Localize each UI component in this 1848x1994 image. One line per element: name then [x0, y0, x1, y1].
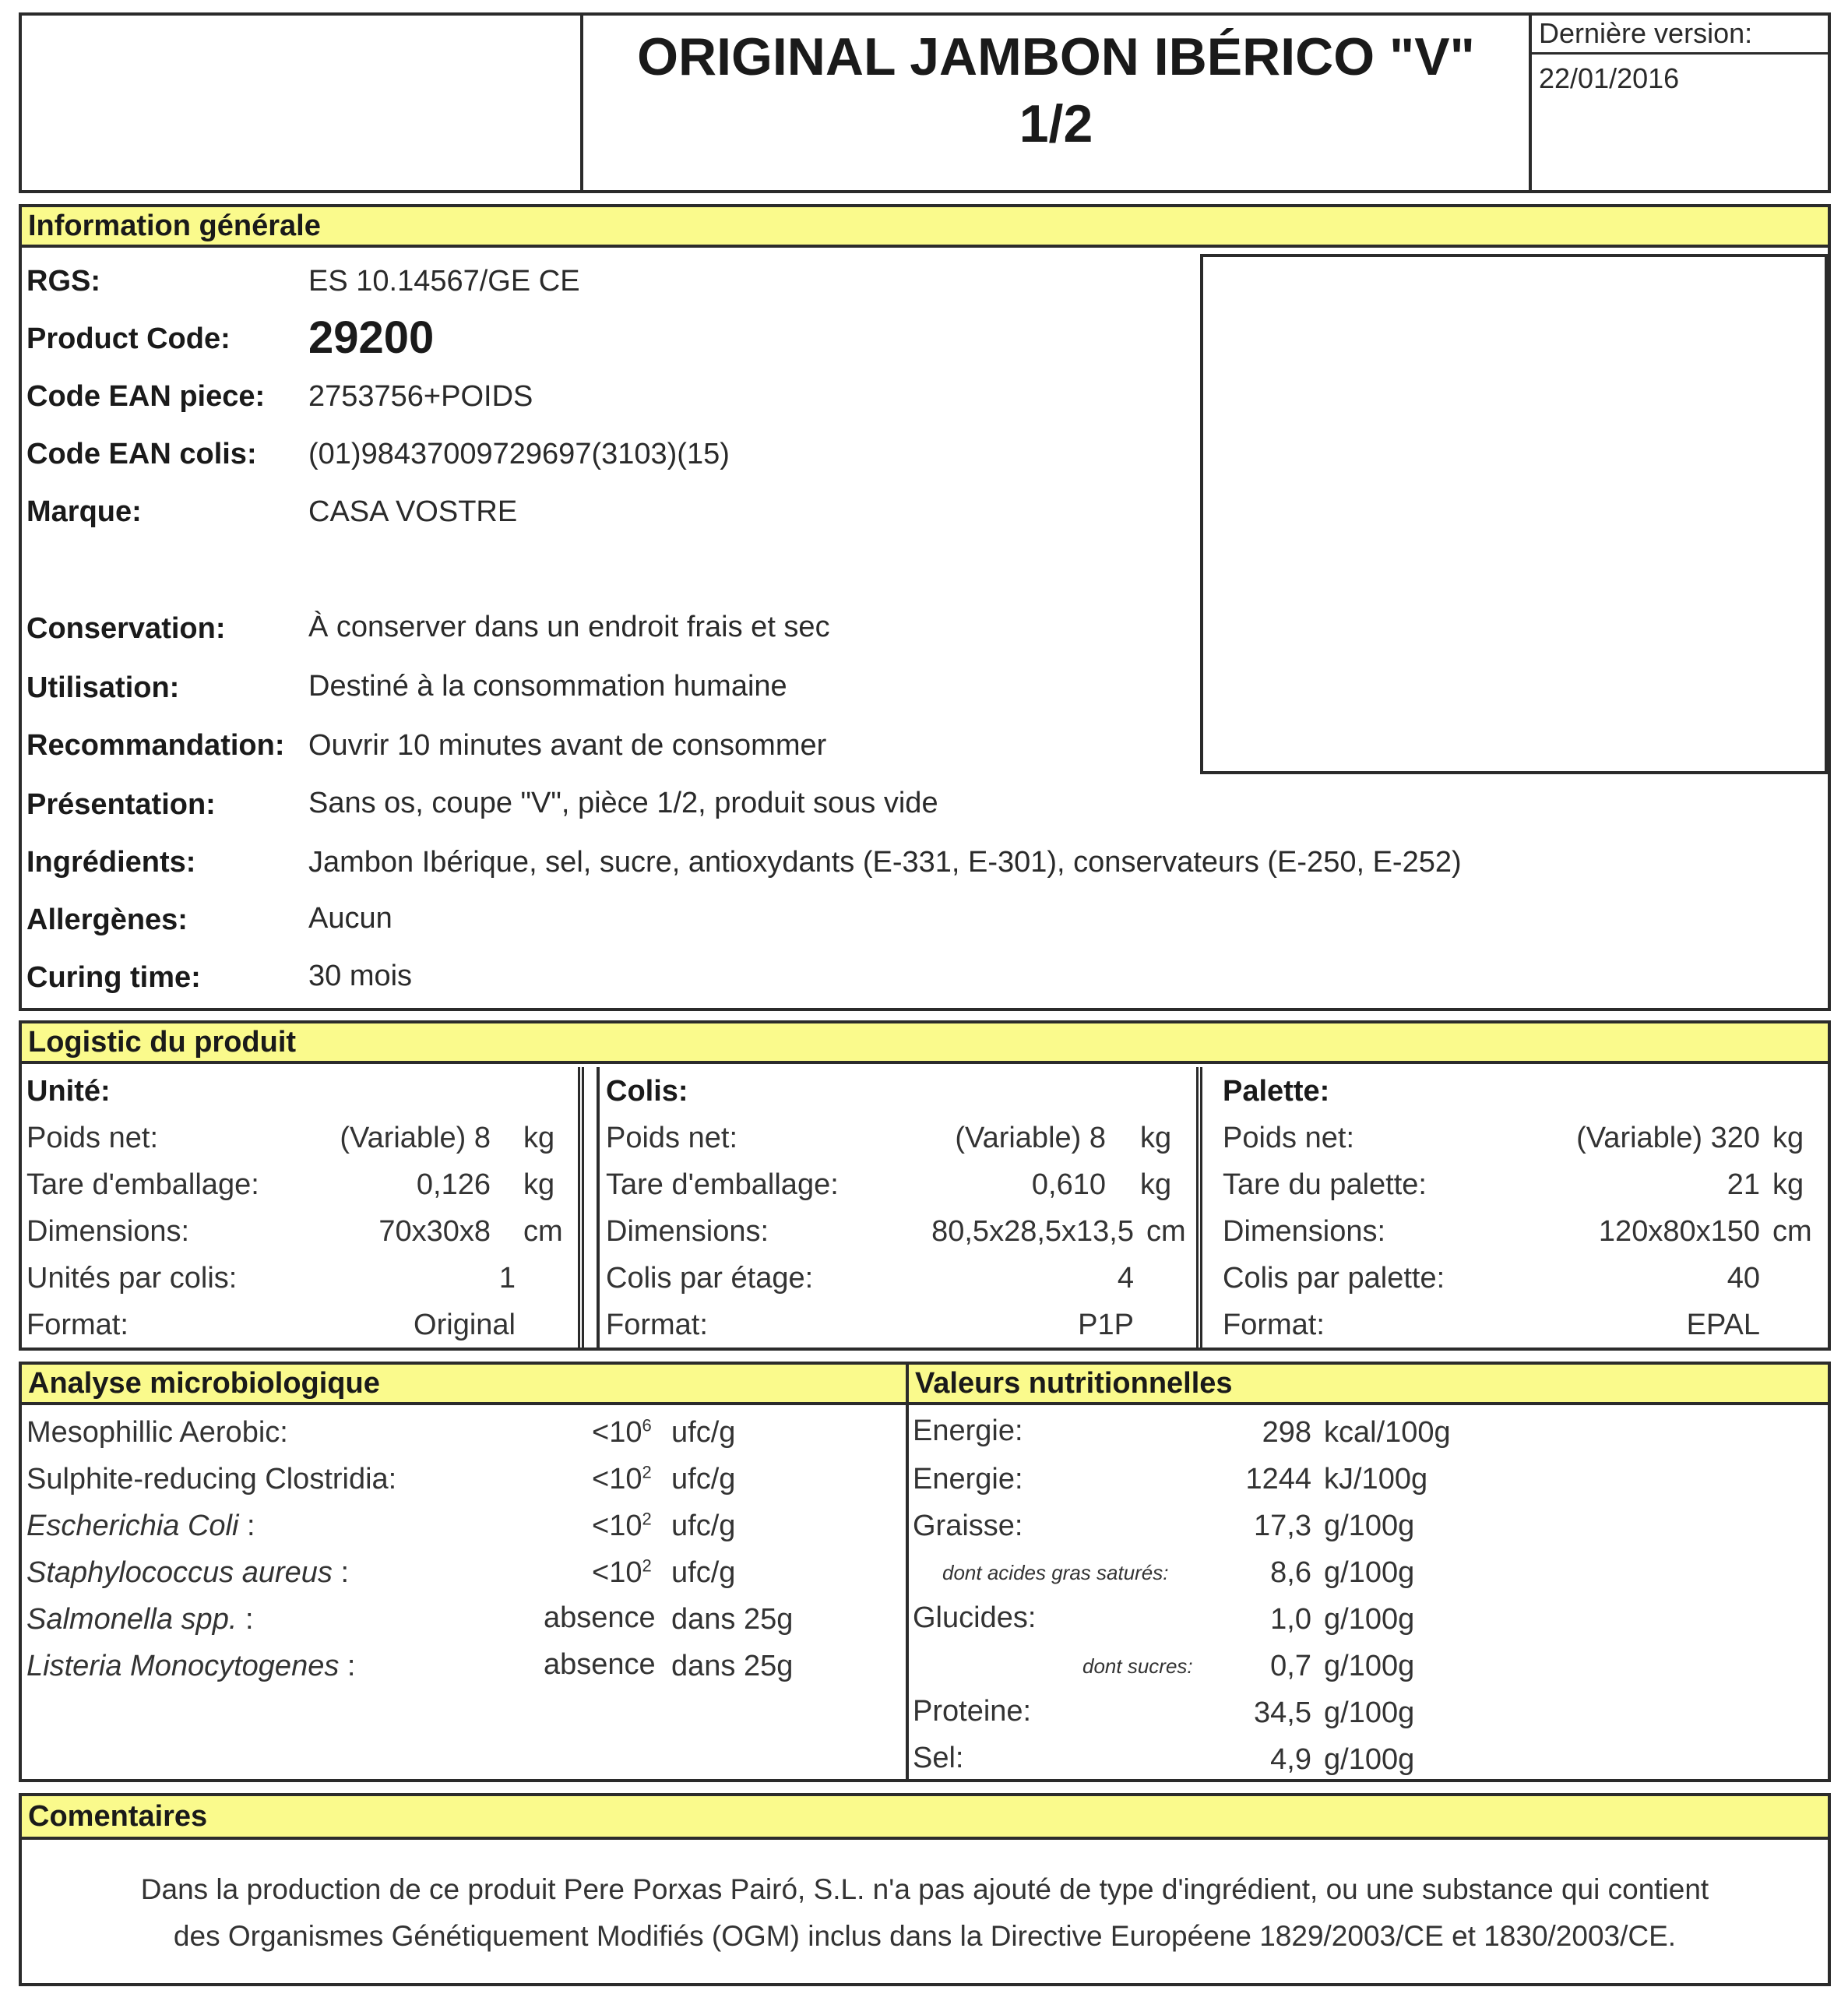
micro-row-prefix [592, 1416, 652, 1450]
nutrition-row-unit: g/100g [1324, 1650, 1415, 1682]
curing-time-label: Curing time: [26, 961, 201, 994]
nutrition-row-label: Proteine: [913, 1695, 1032, 1728]
presentation-label: Présentation: [26, 788, 216, 821]
ean-piece-label: Code EAN piece: [26, 380, 266, 413]
micro-exponent: 2 [642, 1462, 652, 1482]
unite-row-label: Format: [26, 1309, 128, 1341]
unite-row-label: Unités par colis: [26, 1262, 238, 1295]
nutrition-row-unit: g/100g [1324, 1696, 1415, 1729]
micro-label-text: Listeria Monocytogenes [26, 1650, 340, 1682]
micro-row-label [26, 1556, 349, 1590]
micro-row-prefix: absence [544, 1648, 656, 1681]
palette-row-label: Tare du palette: [1223, 1168, 1427, 1201]
palette-row-label: Colis par palette: [1223, 1262, 1445, 1295]
comments-text [23, 1866, 1826, 1960]
logo-area [22, 16, 583, 190]
nutrition-row-value: 0,7 [1270, 1650, 1311, 1682]
unite-title: Unité: [26, 1075, 111, 1108]
colis-row-label: Format: [606, 1309, 708, 1341]
micro-row-label [26, 1650, 355, 1683]
comments-line-1: Dans la production de ce produit Pere Porxas Pairó, S.L. n'a pas ajouté de type d'ingrédient, ou une substance qui contient [140, 1873, 1709, 1905]
nutrition-sublabel: dont sucres: [1082, 1654, 1193, 1678]
colis-title: Colis: [606, 1075, 688, 1108]
document-title [584, 23, 1528, 157]
micro-section-title: Analyse microbiologique [19, 1362, 909, 1405]
nutrition-row-unit: kJ/100g [1324, 1463, 1428, 1496]
utilisation-value: Destiné à la consommation humaine [308, 670, 787, 703]
unite-row-value: 0,126 [416, 1168, 491, 1201]
micro-value: <10 [592, 1416, 642, 1449]
nutrition-row-unit: g/100g [1324, 1556, 1415, 1589]
ean-colis-value: (01)98437009729697(3103)(15) [308, 438, 730, 470]
micro-row-prefix: absence [544, 1601, 656, 1634]
micro-row-unit: dans 25g [671, 1603, 794, 1636]
product-code-label: Product Code: [26, 322, 231, 355]
unite-row-label: Dimensions: [26, 1215, 190, 1248]
nutrition-row-unit: g/100g [1324, 1510, 1415, 1542]
ingredients-label: Ingrédients: [26, 846, 196, 879]
micro-label-suffix: : [339, 1650, 356, 1682]
micro-row-unit: ufc/g [671, 1463, 736, 1496]
colis-row-value: 0,610 [1031, 1168, 1106, 1201]
palette-row-value: 40 [1727, 1262, 1760, 1295]
colis-row-value: (Variable) 8 [955, 1122, 1106, 1154]
colis-row-unit: kg [1140, 1168, 1172, 1201]
header-divider-left [580, 12, 583, 193]
palette-title: Palette: [1223, 1075, 1330, 1108]
nutrition-row-value: 34,5 [1254, 1696, 1311, 1729]
unite-row-value: (Variable) 8 [340, 1122, 491, 1154]
micro-row-label: Sulphite-reducing Clostridia: [26, 1463, 397, 1496]
nutrition-row-label: Energie: [913, 1463, 1023, 1496]
marque-value: CASA VOSTRE [308, 495, 518, 528]
micro-row-prefix [592, 1510, 652, 1543]
palette-row-value: 120x80x150 [1598, 1215, 1760, 1248]
unite-row-value: 1 [498, 1262, 516, 1295]
palette-row-unit: cm [1772, 1215, 1812, 1248]
comments-section-title: Comentaires [19, 1793, 1831, 1840]
micro-value: <10 [592, 1463, 642, 1496]
micro-row-unit: ufc/g [671, 1416, 736, 1449]
recommandation-value: Ouvrir 10 minutes avant de consommer [308, 729, 827, 762]
marque-label: Marque: [26, 495, 142, 528]
micro-label-text: Escherichia Coli [26, 1510, 239, 1542]
nutrition-row-value: 17,3 [1254, 1510, 1311, 1542]
nutrition-row-value: 1,0 [1270, 1603, 1311, 1636]
micro-label-suffix: : [238, 1510, 255, 1542]
nutrition-row-label: Glucides: [913, 1601, 1037, 1634]
micro-label-suffix: : [332, 1556, 350, 1589]
curing-time-value: 30 mois [308, 960, 413, 992]
unite-row-unit: kg [523, 1168, 555, 1201]
micro-row-label [26, 1603, 254, 1636]
title-line-2: 1/2 [1019, 94, 1093, 153]
colis-row-label: Tare d'emballage: [606, 1168, 839, 1201]
micro-label-suffix: : [237, 1603, 254, 1636]
nutrition-row-unit: kcal/100g [1324, 1416, 1451, 1449]
title-line-1: ORIGINAL JAMBON IBÉRICO "V" [637, 27, 1475, 86]
micro-nutrition-divider [906, 1362, 909, 1782]
nutrition-section-title: Valeurs nutritionnelles [906, 1362, 1831, 1405]
version-label: Dernière version: [1539, 17, 1753, 49]
utilisation-label: Utilisation: [26, 671, 180, 704]
palette-row-unit: kg [1772, 1122, 1804, 1154]
colis-row-unit: kg [1140, 1122, 1172, 1154]
micro-value: <10 [592, 1510, 642, 1542]
ean-piece-value: 2753756+POIDS [308, 380, 533, 413]
palette-row-unit: kg [1772, 1168, 1804, 1201]
micro-row-prefix [592, 1463, 652, 1496]
colis-row-value: 80,5x28,5x13,5 [931, 1215, 1134, 1248]
nutrition-row-value: 298 [1262, 1416, 1311, 1449]
unite-row-value: 70x30x8 [378, 1215, 491, 1248]
presentation-value: Sans os, coupe "V", pièce 1/2, produit sous vide [308, 787, 938, 819]
palette-row-label: Poids net: [1223, 1122, 1354, 1154]
colis-row-unit: cm [1146, 1215, 1186, 1248]
allergenes-label: Allergènes: [26, 904, 188, 936]
micro-label-text: Staphylococcus aureus [26, 1556, 333, 1589]
palette-row-value: EPAL [1686, 1309, 1760, 1341]
logistic-section-title: Logistic du produit [19, 1020, 1831, 1064]
micro-row-label: Mesophillic Aerobic: [26, 1416, 288, 1449]
nutrition-row-unit: g/100g [1324, 1603, 1415, 1636]
colis-row-value: 4 [1117, 1262, 1134, 1295]
colis-row-label: Dimensions: [606, 1215, 769, 1248]
micro-row-unit: ufc/g [671, 1556, 736, 1589]
unite-row-label: Tare d'emballage: [26, 1168, 259, 1201]
micro-row-prefix [592, 1556, 652, 1590]
unite-row-unit: cm [523, 1215, 563, 1248]
micro-value: <10 [592, 1556, 642, 1589]
micro-exponent: 6 [642, 1415, 652, 1436]
ean-colis-label: Code EAN colis: [26, 438, 257, 470]
nutrition-row-value: 8,6 [1270, 1556, 1311, 1589]
comments-line-2: des Organismes Génétiquement Modifiés (OGM) inclus dans la Directive Européene 1829/2003/CE et 1830/2003/CE. [173, 1920, 1677, 1952]
nutrition-row-unit: g/100g [1324, 1743, 1415, 1776]
general-section-title: Information générale [19, 204, 1831, 248]
recommandation-label: Recommandation: [26, 729, 285, 762]
product-code-value: 29200 [308, 312, 435, 363]
nutrition-row-label: Graisse: [913, 1510, 1023, 1542]
palette-row-value: (Variable) 320 [1576, 1122, 1760, 1154]
unite-row-unit: kg [523, 1122, 555, 1154]
nutrition-row-value: 1244 [1245, 1463, 1311, 1496]
micro-row-unit: ufc/g [671, 1510, 736, 1542]
rgs-label: RGS: [26, 265, 100, 298]
version-date: 22/01/2016 [1539, 62, 1680, 94]
product-image-placeholder [1200, 254, 1828, 774]
micro-exponent: 2 [642, 1555, 652, 1576]
micro-row-label [26, 1510, 255, 1543]
rgs-value: ES 10.14567/GE CE [308, 265, 580, 298]
palette-row-value: 21 [1727, 1168, 1760, 1201]
nutrition-row-label: Sel: [913, 1742, 964, 1774]
ingredients-value: Jambon Ibérique, sel, sucre, antioxydants (E-331, E-301), conservateurs (E-250, E-252) [308, 846, 1462, 879]
nutrition-sublabel: dont acides gras saturés: [942, 1561, 1169, 1584]
colis-row-value: P1P [1078, 1309, 1134, 1341]
nutrition-row-label: Energie: [913, 1414, 1023, 1447]
nutrition-row-value: 4,9 [1270, 1743, 1311, 1776]
unite-row-label: Poids net: [26, 1122, 158, 1154]
micro-label-text: Salmonella spp. [26, 1603, 238, 1636]
unite-row-value: Original [414, 1309, 516, 1341]
conservation-label: Conservation: [26, 612, 226, 645]
allergenes-value: Aucun [308, 902, 392, 935]
micro-exponent: 2 [642, 1509, 652, 1529]
colis-row-label: Poids net: [606, 1122, 737, 1154]
colis-row-label: Colis par étage: [606, 1262, 814, 1295]
micro-row-unit: dans 25g [671, 1650, 794, 1682]
conservation-value: À conserver dans un endroit frais et sec [308, 611, 830, 643]
palette-row-label: Dimensions: [1223, 1215, 1386, 1248]
palette-row-label: Format: [1223, 1309, 1325, 1341]
